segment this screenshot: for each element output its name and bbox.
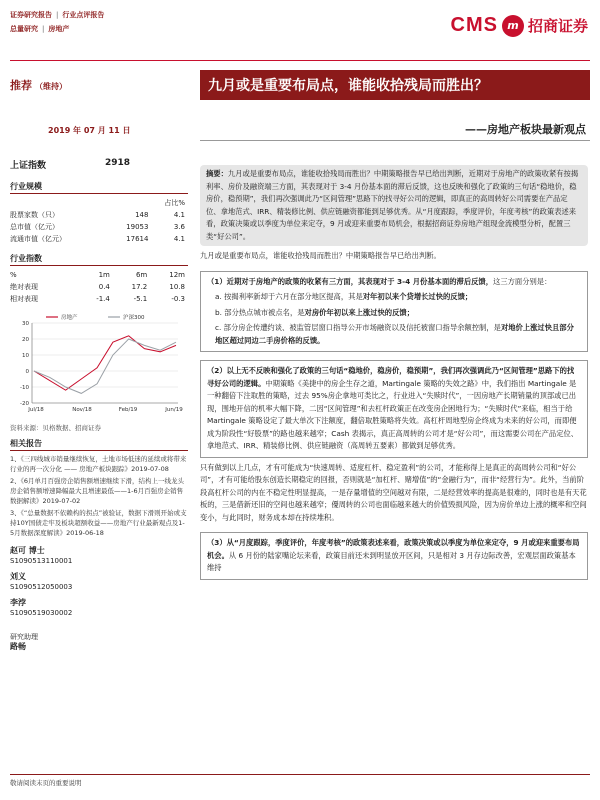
- perf-table: [10, 269, 185, 305]
- y-tick-label: 30: [22, 321, 29, 327]
- perf-value: -0.3: [171, 295, 185, 303]
- y-tick-label: 0: [25, 369, 29, 375]
- perf-value: -1.4: [96, 295, 110, 303]
- abstract-label: 摘要：: [206, 169, 228, 178]
- subtitle-divider: [200, 140, 590, 141]
- lead-paragraph: 九月或是重要布局点，谁能收拾残局而胜出？中期策略报告早已给出判断。: [200, 251, 441, 260]
- point-2-head: （2）以上无不反映和强化了政策的三句话“稳地价，稳房价，稳预期”，我们再次强调此乃“区间管理”思路下的找寻好公司的逻辑。: [207, 366, 575, 388]
- tag-industry: 房地产: [48, 25, 70, 33]
- perf-title: 行业指数: [10, 253, 188, 266]
- item-text: c. 部分房企传遭约谈、被监管层窗口指导公开市场融资以及信托被窗口指导余额控制，是: [215, 323, 501, 332]
- point-3-body: 从 6 月份的陆家嘴论坛来看，政策目前还未到明显放开区间，只是相对 3 月存边际改善，宏观层面政策基本维持: [207, 550, 576, 572]
- analyst-block: [10, 546, 188, 566]
- x-tick-label: Nov/18: [72, 407, 92, 413]
- related-title: 相关报告: [10, 438, 188, 451]
- sh-index-row: [10, 158, 130, 171]
- perf-header: 6m: [135, 271, 148, 279]
- sidebar: [10, 158, 188, 658]
- scale-label: 股票家数（只）: [10, 211, 59, 219]
- analyst-id: S1090519030002: [10, 609, 73, 617]
- analyst-name: 赵可 博士: [10, 546, 45, 555]
- header-tags: 证券研究报告 | 行业点评报告 总量研究 | 房地产: [10, 8, 104, 36]
- perf-value: 10.8: [169, 283, 185, 291]
- scale-value: 148: [135, 211, 149, 219]
- point-3: [200, 532, 588, 580]
- legend-label: 房地产: [61, 315, 78, 321]
- scale-title: 行业规模: [10, 181, 188, 194]
- abstract: [200, 165, 588, 246]
- perf-value: -5.1: [133, 295, 148, 303]
- brand-logo: [451, 14, 588, 37]
- legend-label: 沪深300: [123, 315, 145, 321]
- table-row: [10, 221, 185, 233]
- perf-value: 17.2: [131, 283, 148, 291]
- scale-value: 19053: [126, 223, 149, 231]
- title-row: [10, 72, 590, 98]
- chart-source: 资料来源：贝格数据、招商证券: [10, 424, 101, 432]
- point-1-tail: 这三方面分别是：: [493, 276, 552, 286]
- assistant-title: 研究助理: [10, 633, 38, 641]
- assistant-name: 路畅: [10, 642, 26, 651]
- y-tick-label: 20: [22, 337, 29, 343]
- perf-label: 相对表现: [10, 295, 38, 303]
- related-reports: [10, 454, 188, 538]
- perf-header: 1m: [98, 271, 110, 279]
- perf-header: 12m: [169, 271, 185, 279]
- analyst-block: [10, 572, 188, 592]
- analyst-block: [10, 598, 188, 618]
- footer-note: 敬请阅读末页的重要说明: [10, 779, 82, 787]
- perf-label: 绝对表现: [10, 283, 38, 291]
- tag-report-category: 行业点评报告: [62, 11, 105, 19]
- main-content: [200, 165, 588, 580]
- scale-pct: 3.6: [173, 223, 185, 231]
- scale-table: [10, 197, 185, 245]
- report-date: 2019 年 07 月 11 日: [48, 126, 131, 135]
- point-1-head: （1）近期对于房地产的政策的收紧有三方面，其表现对于 3-4 月份基本面的滞后反馈，: [207, 276, 494, 286]
- scale-value: 17614: [126, 235, 149, 243]
- analyst-name: 刘义: [10, 572, 26, 581]
- related-report-item[interactable]: 3、《“总量数据不依赖构的拐点”被验证，数据下滑则开始或支持10Y国债走牢及板块超额收益——房地产行业最新观点及1-5月数据深度解读》2019-06-18: [10, 509, 187, 537]
- scale-header-pct: 占比%: [164, 199, 185, 207]
- item-text: a. 按揭利率新却于六月在部分地区提高，其是: [215, 292, 363, 301]
- logo-text-en: CMS: [450, 14, 498, 36]
- performance-chart-wrap: [10, 309, 188, 421]
- item-bold: 对年初以来个贷增长过快的反馈；: [362, 292, 473, 301]
- analyst-id: S1090513110001: [10, 557, 73, 565]
- logo-text-cn: 招商证券: [527, 17, 588, 35]
- header-divider: [10, 60, 590, 61]
- x-tick-label: Jun/19: [165, 407, 183, 413]
- abstract-body: 九月或是重要布局点，谁能收拾残局而胜出？中期策略报告早已给出判断，近期对于房地产的政策收紧有按揭利率、房价及融资端三方面，其表现对于 3-4 月份基本面的滞后反馈，这也反映和强化了政策的三句话“稳地价，稳房价，稳预期”，我们再次强调此乃“区间管理”思路下的找寻好公司的逻辑，即真正的高周转好公司需要在产品定位、拿地范式、IRR、精装修比例、供应链融资都能到足够优秀。从“月度跟踪，季度评价，年度考核”的政策表述来看，政策决策或以季度为单位来定夺，9 月或迎来重要布局机会，根据招商证券房地产组现金流模型分析，配置三类“好公司”。: [206, 169, 579, 241]
- scale-label: 总市值（亿元）: [10, 223, 59, 231]
- report-subtitle: ——房地产板块最新观点: [465, 123, 586, 136]
- point-1: [200, 271, 588, 353]
- point-3-head: （3）从“月度跟踪，季度评价，年度考核”的政策表述来看，政策决策或以季度为单位来定夺，9 月或迎来重要布局机会。: [207, 538, 580, 560]
- list-item: [207, 307, 581, 320]
- y-tick-label: 10: [22, 353, 29, 359]
- item-text: b. 部分热点城市被点名，是: [215, 307, 305, 317]
- point-2-body: 中期策略《美捷中的房企生存之道，Martingale 策略的失效之路》中，我们指出 Martingale 是一种翻倍下注取胜的策略，过去 95%房企拿地可类比之，行业进入“失赎时代”，一因房地产长期销量的顶部或已出现，围地开信的机率大幅下降，二因“区间管理”和去杠杆政策正在改变房企困地行为；“失赎时代”来临，相当于给 Martingale 策略设定了最大单次下注额度，翻倍取胜策略将失效。高杠杆周地型房企终成为未来的好公司，而即便成为阶段性“好股票”的路也越来越窄；Cash 表揭示，真正高周转的公司才是“好公司”，而这需要公司在产品定位、拿地范式、IRR、精装修比例、供应链融资（高周转五要素）都做到足够优秀。: [207, 378, 579, 450]
- rating-label: 推荐: [10, 79, 32, 92]
- paragraph-3: 只有做到以上几点，才有可能成为“快速周转、适度杠杆、稳定盈利”的公司，才能称得上是真正的高周转公司和“好公司”，才有可能给股东创造长期稳定的回报，否则就是“加杠杆、赌增值”的“金融行为”，而非“经营行为”。此外，当前阶段高杠杆公司的内在不稳定性明显提高，一是存量增值的空间越对有限，二是经营效率的提高是很难的，同时也是有天花板的，三是借新还旧的空间也越来越窄；優周转的公司也面临越来越大的价值毁损风险，因为房价单边上涨的概率和空间变小，与此同时，财务成本却在持续堆积。: [200, 462, 587, 522]
- series-line-real-estate: [34, 336, 176, 390]
- point-2: [200, 360, 588, 458]
- rating: [10, 77, 200, 93]
- list-item: [207, 322, 581, 347]
- tag-research-type: 总量研究: [10, 25, 38, 33]
- related-report-item[interactable]: 1、《三四线城市销量继续恢复，土地市场低迷的延续或将带来行业的再一次分化 —— 房地产板块跟踪》2019-07-08: [10, 455, 187, 473]
- item-bold: 对地价上涨过快且部分地区超过同边二手房价格的反馈。: [215, 323, 574, 345]
- item-bold: 对房价年初以来上涨过快的反馈；: [304, 307, 414, 317]
- table-row: [10, 233, 185, 245]
- rating-sub: （维持）: [35, 82, 67, 91]
- analysts: [10, 546, 188, 652]
- logo-mark-icon: m: [502, 15, 524, 37]
- scale-pct: 4.1: [173, 211, 185, 219]
- y-tick-label: -20: [20, 401, 29, 407]
- scale-pct: 4.1: [173, 235, 185, 243]
- analyst-id: S1090512050003: [10, 583, 73, 591]
- list-item: [207, 291, 581, 304]
- analyst-name: 李浡: [10, 598, 26, 607]
- perf-value: 0.4: [98, 283, 110, 291]
- sh-index-label: 上证指数: [10, 161, 47, 171]
- report-title: 九月或是重要布局点，谁能收拾残局而胜出？: [200, 70, 590, 100]
- footer: [10, 774, 590, 787]
- scale-label: 流通市值（亿元）: [10, 235, 66, 243]
- y-tick-label: -10: [20, 385, 29, 391]
- x-tick-label: Jul/18: [28, 407, 44, 413]
- table-row: [10, 209, 185, 221]
- x-tick-label: Feb/19: [118, 407, 138, 413]
- performance-chart: [10, 309, 185, 419]
- series-line-csi300: [34, 339, 176, 393]
- table-row: [10, 293, 185, 305]
- assistant-block: [10, 632, 188, 652]
- sh-index-value: 2918: [104, 158, 130, 168]
- perf-header: %: [10, 271, 17, 279]
- tag-report-type: 证券研究报告: [10, 11, 52, 19]
- related-report-item[interactable]: 2、《6月单月百强房企销售额增速继续下滑，结构上一线龙头房企销售额增速降幅最大且增速最低——1-6月百强房企销售数据解读》2019-07-02: [10, 477, 185, 505]
- table-row: [10, 281, 185, 293]
